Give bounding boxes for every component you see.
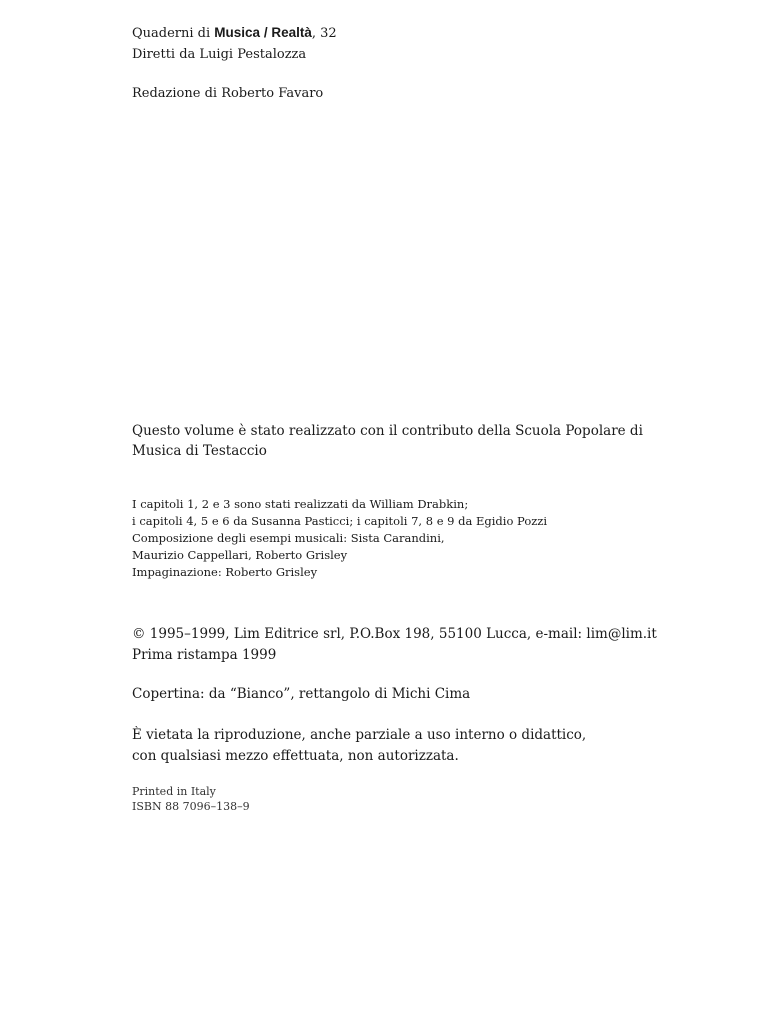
redazione-line: Redazione di Roberto Favaro xyxy=(132,86,324,101)
rights-line-2: con qualsiasi mezzo effettuata, non autorizzata. xyxy=(132,748,459,764)
series-director: Diretti da Luigi Pestalozza xyxy=(132,47,307,62)
credits-block xyxy=(132,496,547,581)
contribution-line-2: Musica di Testaccio xyxy=(132,443,267,459)
cover-credit-line: Copertina: da “Bianco”, rettangolo di Michi Cima xyxy=(132,686,471,702)
contribution-line-1: Questo volume è stato realizzato con il contributo della Scuola Popolare di xyxy=(132,423,643,439)
series-header xyxy=(132,22,337,65)
contribution-block xyxy=(132,421,643,461)
cover-credit-block xyxy=(132,684,470,704)
isbn-line: ISBN 88 7096–138–9 xyxy=(132,800,250,813)
series-prefix: Quaderni di xyxy=(132,26,211,41)
printed-in-line: Printed in Italy xyxy=(132,785,216,798)
rights-block xyxy=(132,725,586,767)
credits-line-3: Composizione degli esempi musicali: Sista Carandini, xyxy=(132,531,445,545)
series-name: Musica / Realtà xyxy=(214,25,312,40)
copyright-line: © 1995–1999, Lim Editrice srl, P.O.Box 198, 55100 Lucca, e-mail: lim@lim.it xyxy=(132,626,657,642)
series-number: , 32 xyxy=(311,26,337,41)
rights-line-1: È vietata la riproduzione, anche parziale a uso interno o didattico, xyxy=(132,727,587,743)
credits-line-1: I capitoli 1, 2 e 3 sono stati realizzati da William Drabkin; xyxy=(132,497,469,511)
copyright-block xyxy=(132,624,657,666)
credits-line-5: Impaginazione: Roberto Grisley xyxy=(132,565,318,579)
credits-line-2: i capitoli 4, 5 e 6 da Susanna Pasticci; i capitoli 7, 8 e 9 da Egidio Pozzi xyxy=(132,514,548,528)
reprint-line: Prima ristampa 1999 xyxy=(132,647,277,663)
print-info-block xyxy=(132,784,250,814)
credits-line-4: Maurizio Cappellari, Roberto Grisley xyxy=(132,548,348,562)
series-title-line xyxy=(132,22,337,44)
editorial-block xyxy=(132,84,323,104)
